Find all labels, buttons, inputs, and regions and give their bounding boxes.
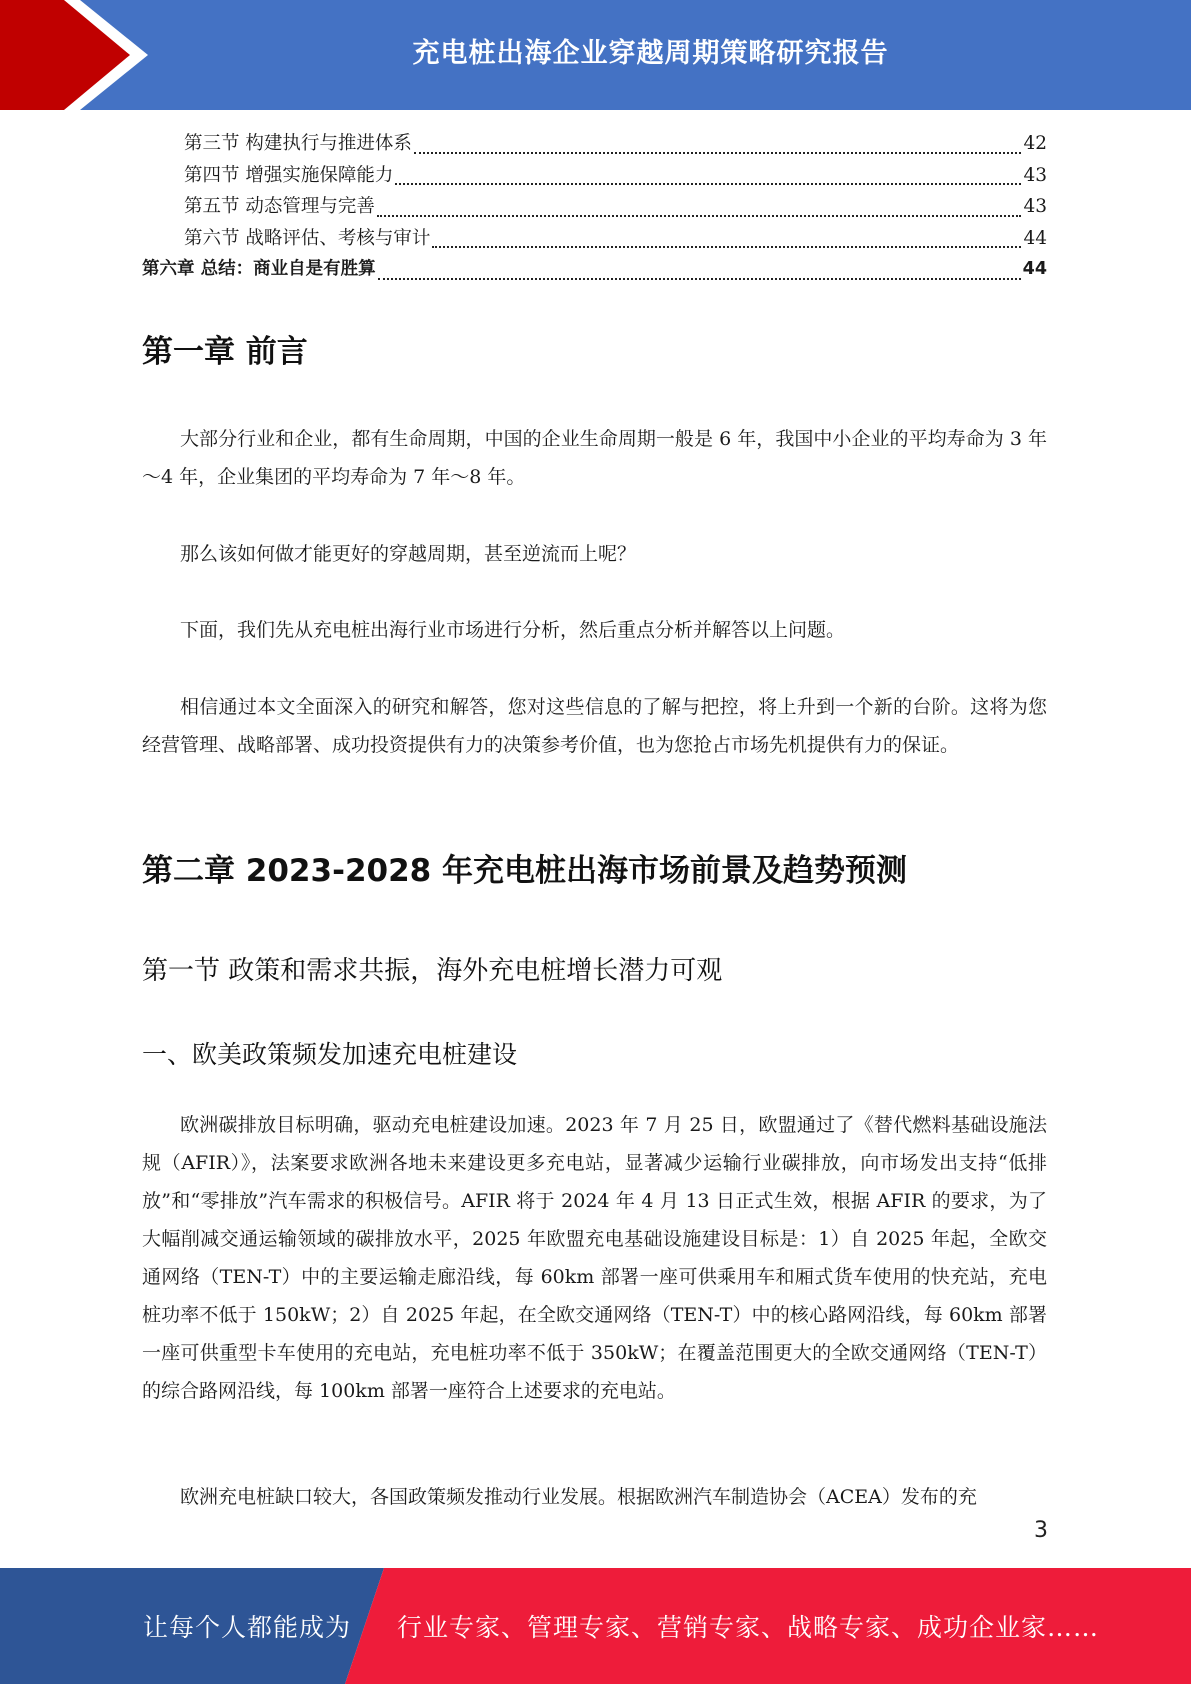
- table-of-contents: [142, 128, 1047, 286]
- page-number: 3: [1034, 1518, 1048, 1543]
- footer-slogan-right: 行业专家、管理专家、营销专家、战略专家、成功企业家……: [397, 1613, 1100, 1642]
- toc-entry-page: 42: [1023, 133, 1047, 154]
- paragraph: 大部分行业和企业，都有生命周期，中国的企业生命周期一般是 6 年，我国中小企业的平均寿命为 3 年～4 年，企业集团的平均寿命为 7 年～8 年。: [142, 428, 1047, 488]
- toc-entry[interactable]: [142, 191, 1047, 223]
- toc-leader-dots: [414, 128, 1022, 154]
- toc-leader-dots: [378, 254, 1021, 280]
- footer-slogan-left: 让每个人都能成为: [143, 1613, 352, 1642]
- toc-entry-title: 第六节 战略评估、考核与审计: [184, 227, 431, 249]
- toc-leader-dots: [432, 222, 1021, 248]
- toc-entry-title: 第六章 总结：商业自是有胜算: [142, 259, 376, 279]
- toc-leader-dots: [395, 159, 1021, 185]
- section-heading: 第一节 政策和需求共振，海外充电桩增长潜力可观: [142, 956, 723, 986]
- paragraph: 欧洲碳排放目标明确，驱动充电桩建设加速。2023 年 7 月 25 日，欧盟通过了《替代燃料基础设施法规（AFIR）》，法案要求欧洲各地未来建设更多充电站，显著减少运输行业碳排放，向市场发出支持“低排放”和“零排放”汽车需求的积极信号。AFIR 将于 2024 年 4 月 13 日正式生效，根据 AFIR 的要求，为了大幅削减交通运输领域的碳排放水平，2025 年欧盟充电基础设施建设目标是：1）自 2025 年起，全欧交通网络（TEN-T）中的主要运输走廊沿线，每 60km 部署一座可供乘用车和厢式货车使用的快充站，充电桩功率不低于 150kW；2）自 2025 年起，在全欧交通网络（TEN-T）中的核心路网沿线，每 60km 部署一座可供重型卡车使用的充电站，充电桩功率不低于 350kW；在覆盖范围更大的全欧交通网络（TEN-T）的综合路网沿线，每 100km 部署一座符合上述要求的充电站。: [142, 1114, 1047, 1402]
- paragraph: 那么该如何做才能更好的穿越周期，甚至逆流而上呢？: [180, 543, 637, 565]
- toc-entry-page: 43: [1023, 164, 1047, 186]
- chapter-2-heading: 第二章 2023-2028 年充电桩出海市场前景及趋势预测: [142, 853, 908, 889]
- toc-entry-title: 第五节 动态管理与完善: [184, 196, 375, 217]
- page-header: [0, 0, 1191, 110]
- paragraph: 下面，我们先从充电桩出海行业市场进行分析，然后重点分析并解答以上问题。: [180, 619, 846, 641]
- page-footer: [0, 1568, 1191, 1684]
- toc-entry-title: 第三节 构建执行与推进体系: [184, 133, 412, 154]
- chapter-1-heading: 第一章 前言: [142, 334, 308, 370]
- toc-entry-page: 43: [1023, 196, 1047, 217]
- toc-entry-title: 第四节 增强实施保障能力: [184, 164, 394, 186]
- toc-leader-dots: [377, 191, 1022, 217]
- header-arrow-decoration: [0, 0, 160, 110]
- toc-entry[interactable]: [142, 223, 1047, 255]
- toc-entry-page: 44: [1022, 259, 1047, 279]
- toc-entry-page: 44: [1023, 227, 1047, 249]
- toc-entry[interactable]: [142, 128, 1047, 160]
- toc-entry[interactable]: [142, 160, 1047, 192]
- paragraph: 欧洲充电桩缺口较大，各国政策频发推动行业发展。根据欧洲汽车制造协会（ACEA）发布的充: [180, 1486, 977, 1508]
- report-title: 充电桩出海企业穿越周期策略研究报告: [412, 37, 889, 69]
- subsection-heading: 一、欧美政策频发加速充电桩建设: [142, 1040, 518, 1069]
- paragraph: 相信通过本文全面深入的研究和解答，您对这些信息的了解与把控，将上升到一个新的台阶。这将为您经营管理、战略部署、成功投资提供有力的决策参考价值，也为您抢占市场先机提供有力的保证。: [142, 696, 1047, 756]
- toc-chapter-entry[interactable]: [142, 254, 1047, 286]
